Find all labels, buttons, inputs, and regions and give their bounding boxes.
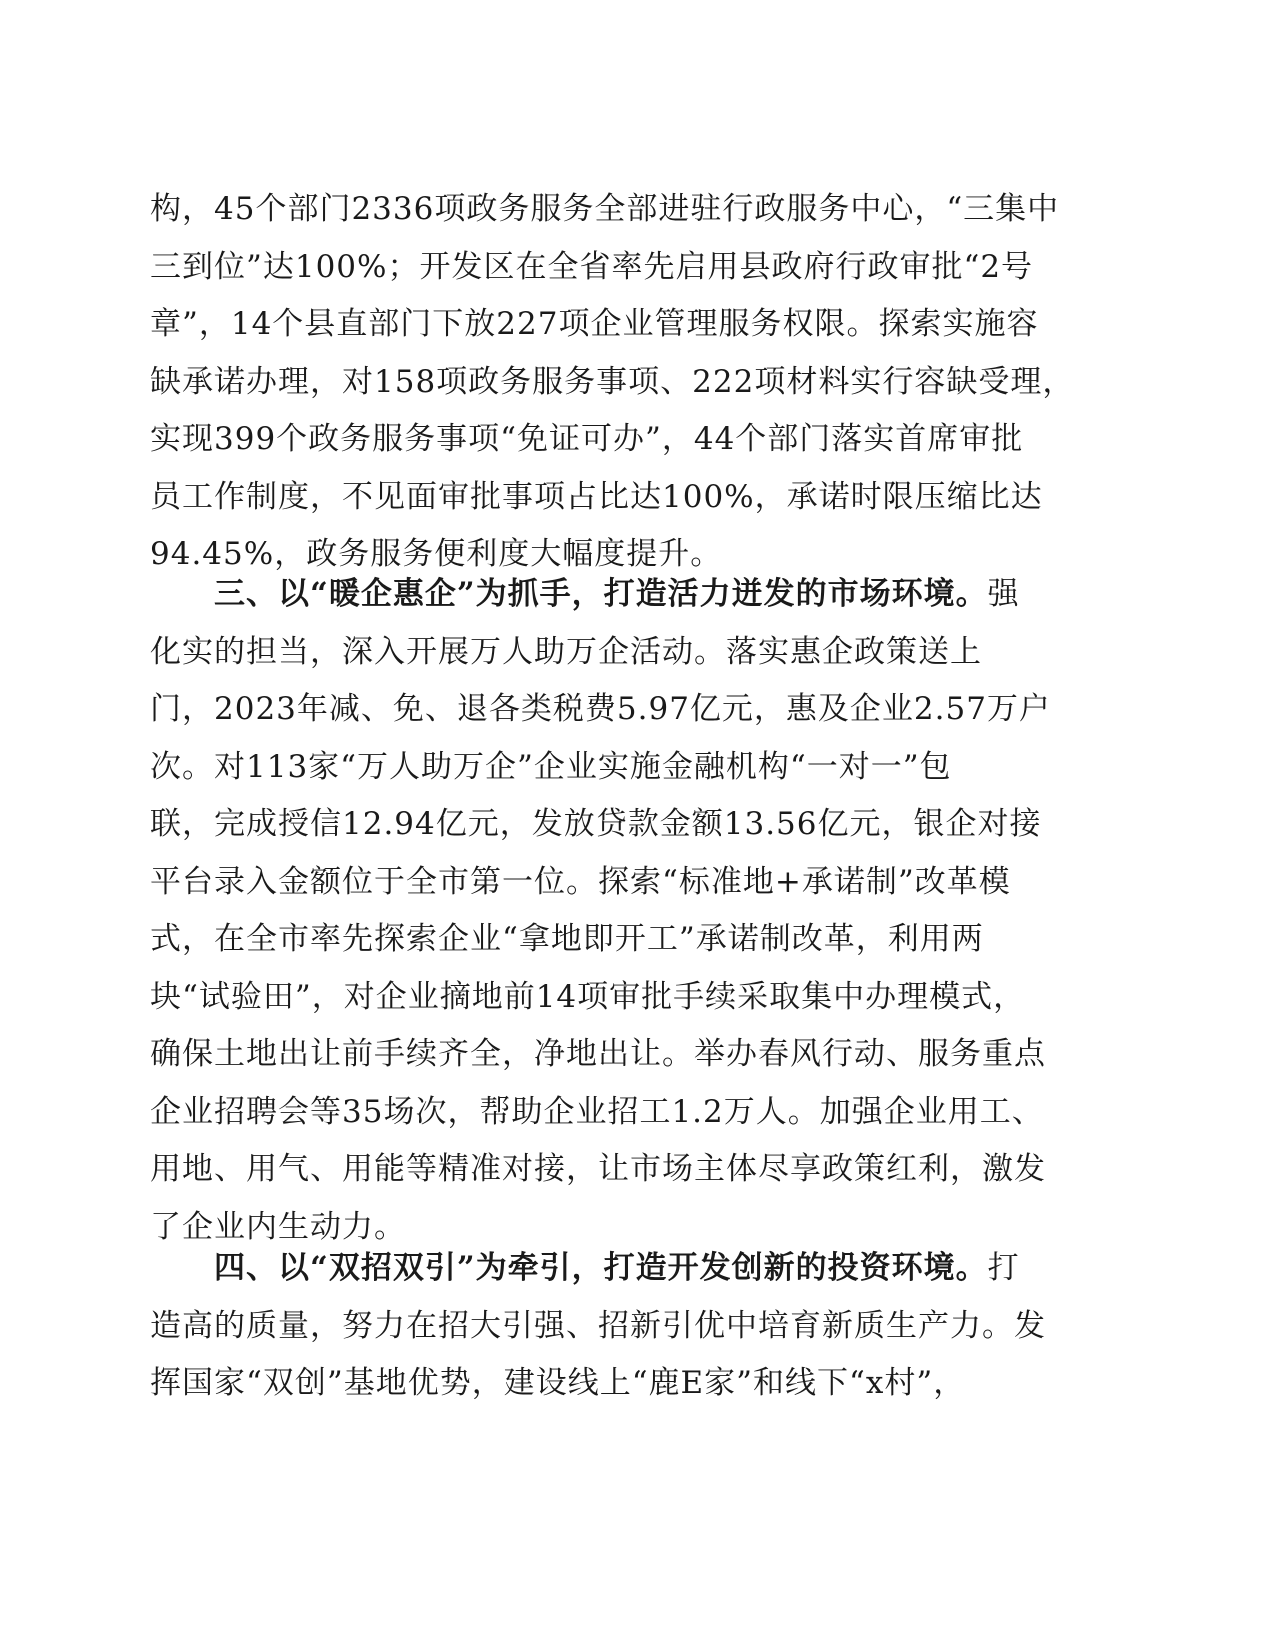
- text-line: 平台录入金额位于全市第一位。探索“标准地+承诺制”改革模: [150, 863, 1011, 900]
- text-line: 确保土地出让前手续齐全，净地出让。举办春风行动、服务重点: [150, 1036, 1046, 1072]
- text-fragment: 强: [987, 576, 1020, 612]
- text-line: 化实的担当，深入开展万人助万企活动。落实惠企政策送上: [150, 633, 982, 670]
- section-heading: 三、以“暖企惠企”为抓手，打造活力迸发的市场环境。: [214, 576, 988, 612]
- text-line: 了企业内生动力。: [150, 1208, 406, 1245]
- text-line: 三到位”达100%；开发区在全省率先启用县政府行政审批“2号: [150, 248, 1034, 285]
- text-line: 实现399个政务服务事项“免证可办”，44个部门落实首席审批: [150, 421, 1024, 457]
- paragraph-market-environment: [150, 566, 1110, 1256]
- text-line: 94.45%，政务服务便利度大幅度提升。: [150, 536, 723, 572]
- text-line: 块“试验田”，对企业摘地前14项审批手续采取集中办理模式，: [150, 978, 1026, 1015]
- text-line: 构，45个部门2336项政务服务全部进驻行政服务中心，“三集中: [150, 191, 1060, 227]
- text-line: 式，在全市率先探索企业“拿地即开工”承诺制改革，利用两: [150, 921, 984, 957]
- text-line: 缺承诺办理，对158项政务服务事项、222项材料实行容缺受理，: [150, 363, 1075, 400]
- text-line: 员工作制度，不见面审批事项占比达100%，承诺时限压缩比达: [150, 478, 1043, 515]
- text-line: 造高的质量，努力在招大引强、招新引优中培育新质生产力。发: [150, 1307, 1046, 1344]
- paragraph-investment-environment: [150, 1240, 1110, 1413]
- text-line: 挥国家“双创”基地优势，建设线上“鹿E家”和线下“x村”，: [150, 1365, 966, 1401]
- paragraph-administrative-services: [150, 181, 1110, 584]
- text-line-first: [150, 1240, 1110, 1298]
- text-line: 企业招聘会等35场次，帮助企业招工1.2万人。加强企业用工、: [150, 1093, 1044, 1130]
- text-line: 门，2023年减、免、退各类税费5.97亿元，惠及企业2.57万户: [150, 691, 1051, 727]
- text-line-first: [150, 566, 1110, 624]
- text-line: 联，完成授信12.94亿元，发放贷款金额13.56亿元，银企对接: [150, 806, 1042, 842]
- text-line: 次。对113家“万人助万企”企业实施金融机构“一对一”包: [150, 748, 952, 785]
- text-fragment: 打: [987, 1250, 1020, 1286]
- text-line: 章”，14个县直部门下放227项企业管理服务权限。探索实施容: [150, 306, 1039, 342]
- text-line: 用地、用气、用能等精准对接，让市场主体尽享政策红利，激发: [150, 1151, 1046, 1187]
- section-heading: 四、以“双招双引”为牵引，打造开发创新的投资环境。: [214, 1250, 988, 1286]
